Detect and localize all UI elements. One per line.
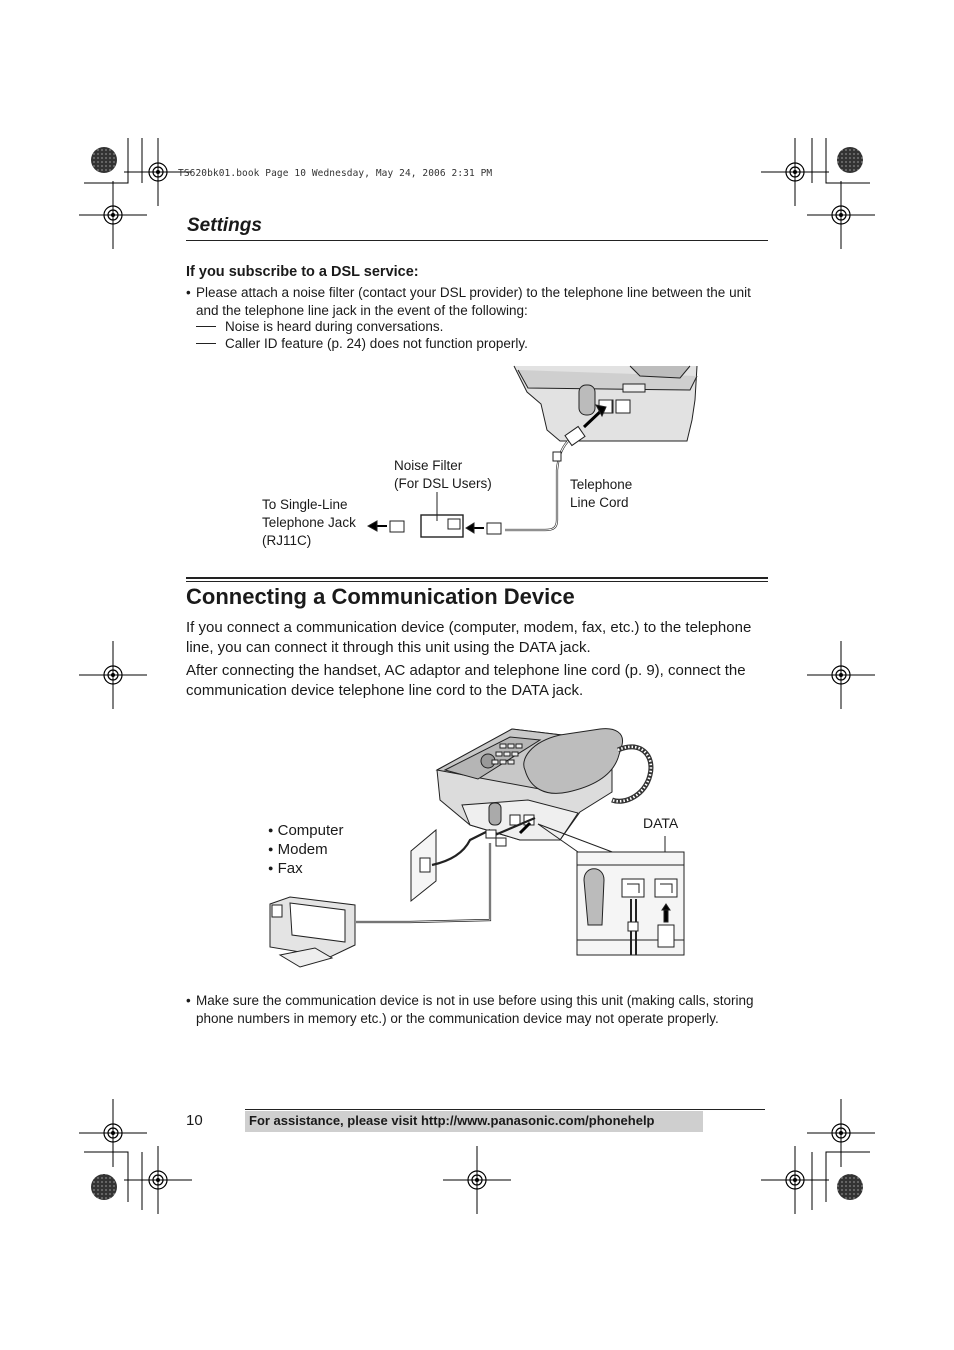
intro-paragraph: If you connect a communication device (computer, modem, fax, etc.) to the telephone line, you can connect it through this unit using the DATA jack. bbox=[186, 619, 752, 656]
starburst-mark-top-right bbox=[837, 147, 863, 173]
instruction-paragraph: After connecting the handset, AC adaptor and telephone line cord (p. 9), connect the communication device telephone line cord to the DATA jack. bbox=[186, 662, 746, 699]
dsl-bullet-text: Please attach a noise filter (contact your DSL provider) to the telephone line between the unit and the telephone line jack in the event of the following: bbox=[196, 285, 751, 318]
telephone-line-cord-label bbox=[570, 476, 632, 512]
device-list-item-label: Computer bbox=[277, 822, 344, 839]
telephone-jack-label-line: To Single-Line bbox=[262, 497, 348, 512]
dsl-heading: If you subscribe to a DSL service: bbox=[186, 264, 419, 280]
note-bullet bbox=[186, 992, 761, 1027]
dsl-bullet bbox=[186, 284, 766, 319]
starburst-mark-bottom-left bbox=[91, 1174, 117, 1200]
telephone-line-cord-label-line: Line Cord bbox=[570, 495, 629, 510]
note-text: Make sure the communication device is not in use before using this unit (making calls, storing phone numbers in memory etc.) or the communication device may not operate properly. bbox=[196, 993, 754, 1026]
noise-filter-label bbox=[394, 457, 492, 493]
device-list-item-label: Fax bbox=[277, 860, 303, 877]
dash-mark bbox=[196, 326, 216, 327]
dash-mark bbox=[196, 343, 216, 344]
device-list-item: ● Computer bbox=[268, 822, 344, 839]
telephone-jack-label bbox=[262, 496, 356, 550]
starburst-mark-top-left bbox=[91, 147, 117, 173]
telephone-jack-label-line: (RJ11C) bbox=[262, 533, 312, 548]
assistance-link-text: For assistance, please visit http://www.panasonic.com/phonehelp bbox=[249, 1113, 655, 1128]
section-title: Settings bbox=[187, 215, 262, 236]
heading-rule bbox=[186, 581, 768, 582]
noise-filter-label-line: (For DSL Users) bbox=[394, 476, 492, 491]
bullet-mark: • bbox=[186, 285, 191, 300]
noise-filter-label-line: Noise Filter bbox=[394, 458, 463, 473]
main-heading: Connecting a Communication Device bbox=[186, 584, 575, 609]
device-list-item: ● Fax bbox=[268, 860, 303, 877]
device-list-item: ● Modem bbox=[268, 841, 328, 858]
telephone-line-cord-label-line: Telephone bbox=[570, 477, 633, 492]
telephone-jack-label-line: Telephone Jack bbox=[262, 515, 356, 530]
footer-rule bbox=[245, 1109, 765, 1110]
condition-item bbox=[196, 319, 443, 334]
file-header: TS620bk01.book Page 10 Wednesday, May 24, 2006 2:31 PM bbox=[178, 168, 493, 179]
heading-rule bbox=[186, 577, 768, 579]
device-list bbox=[268, 822, 343, 879]
page-number: 10 bbox=[186, 1112, 203, 1129]
device-list-item-label: Modem bbox=[277, 841, 328, 858]
condition-item bbox=[196, 336, 528, 351]
condition-text: Caller ID feature (p. 24) does not function properly. bbox=[225, 336, 528, 351]
bullet-mark: • bbox=[186, 993, 191, 1008]
starburst-mark-bottom-right bbox=[837, 1174, 863, 1200]
condition-text: Noise is heard during conversations. bbox=[225, 319, 444, 334]
data-jack-label: DATA bbox=[643, 815, 679, 831]
section-rule bbox=[186, 240, 768, 241]
